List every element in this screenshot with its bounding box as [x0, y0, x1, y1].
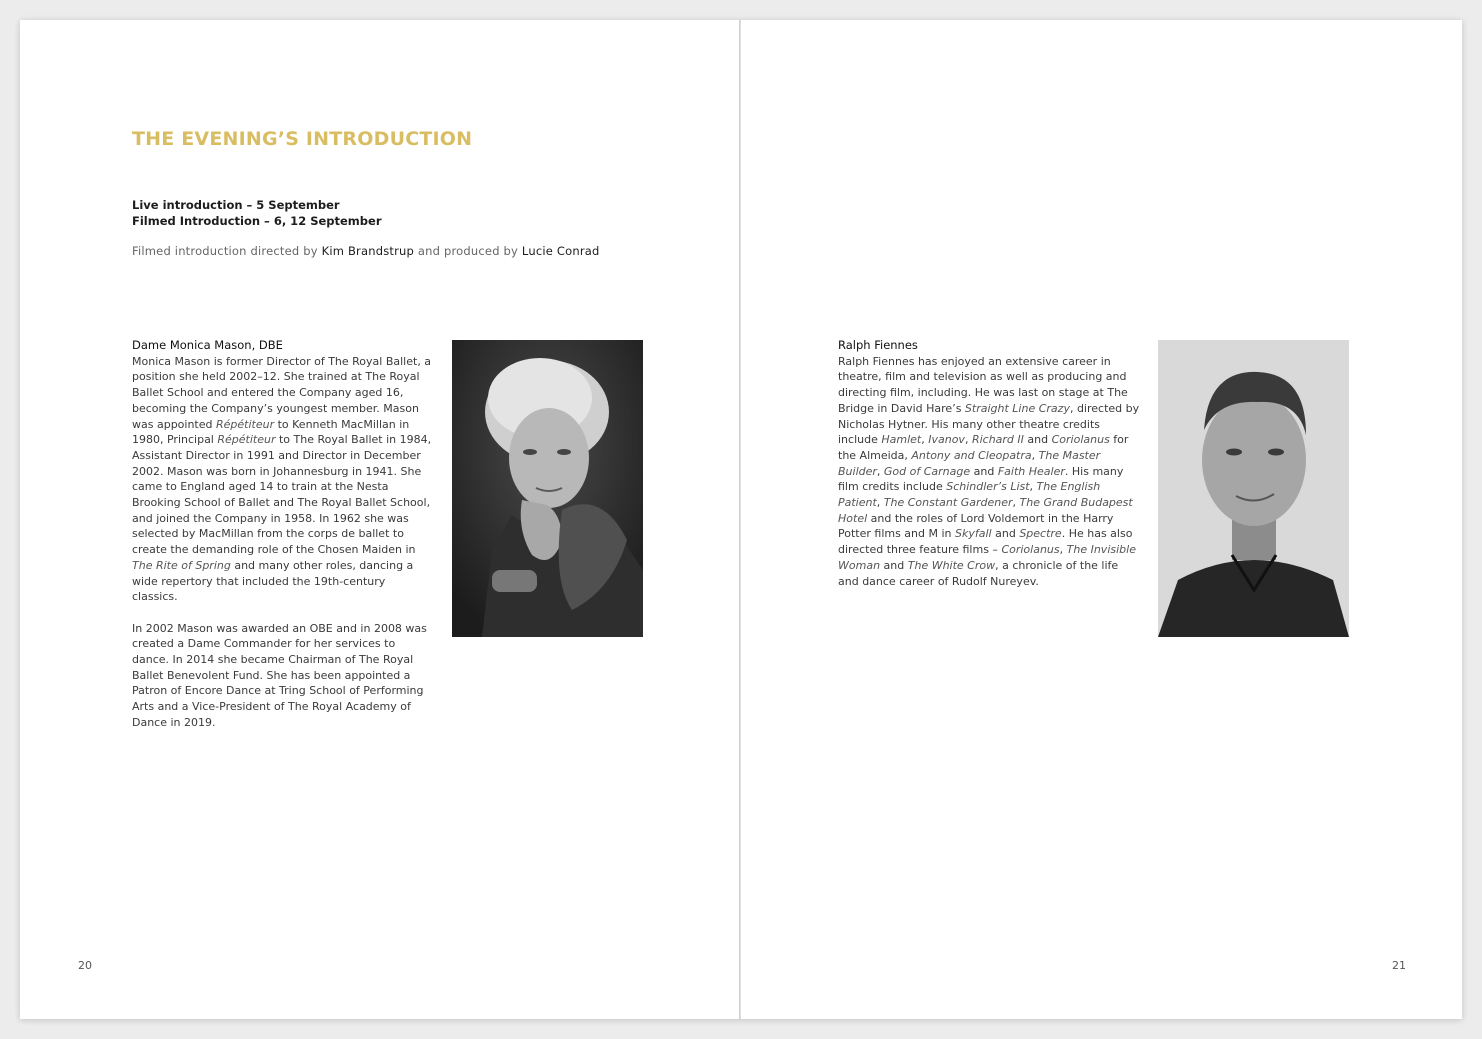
- bio-mason: [132, 338, 434, 731]
- magazine-spread: [20, 20, 1462, 1019]
- credits-text-1: Filmed introduction directed by: [132, 244, 322, 258]
- schedule-filmed: Filmed Introduction – 6, 12 September: [132, 214, 382, 228]
- schedule: [132, 197, 382, 229]
- credits-text-2: and produced by: [414, 244, 522, 258]
- director-name: Kim Brandstrup: [321, 244, 415, 258]
- page-number: 20: [78, 959, 92, 972]
- left-page: [20, 20, 740, 1019]
- portrait-photo-fiennes: [1158, 340, 1349, 637]
- section-title: THE EVENING’S INTRODUCTION: [132, 128, 473, 150]
- bio-paragraph: Monica Mason is former Director of The Royal Ballet, a position she held 2002–12. She trained at The Royal Ballet School and entered the Company aged 16, becoming the Company’s youngest member. Mason was appointed Répétiteur to Kenneth MacMillan in 1980, Principal Répétiteur to The Royal Ballet in 1984, Assistant Director in 1991 and Director in December 2002. Mason was born in Johannesburg in 1941. She came to England aged 14 to train at the Nesta Brooking School of Ballet and The Royal Ballet School, and joined the Company in 1958. In 1962 she was selected by MacMillan from the corps de ballet to create the demanding role of the Chosen Maiden in The Rite of Spring and many other roles, dancing a wide repertory that included the 19th-century classics.: [132, 354, 432, 604]
- film-credits: [132, 244, 600, 258]
- bio-fiennes: [838, 338, 1140, 589]
- portrait-photo-mason: [452, 340, 643, 637]
- schedule-live: Live introduction – 5 September: [132, 198, 340, 212]
- page-gutter: [739, 20, 741, 1019]
- bio-name: Dame Monica Mason, DBE: [132, 338, 283, 352]
- right-page: [742, 20, 1462, 1019]
- producer-name: Lucie Conrad: [521, 244, 600, 258]
- bio-paragraph: Ralph Fiennes has enjoyed an extensive career in theatre, film and television as well as producing and directing film, including. He was last on stage at The Bridge in David Hare’s Straight Line Crazy, directed by Nicholas Hytner. His many other theatre credits include Hamlet, Ivanov, Richard II and Coriolanus for the Almeida, Antony and Cleopatra, The Master Builder, God of Carnage and Faith Healer. His many film credits include Schindler’s List, The English Patient, The Constant Gardener, The Grand Budapest Hotel and the roles of Lord Voldemort in the Harry Potter films and M in Skyfall and Spectre. He has also directed three feature films – Coriolanus, The Invisible Woman and The White Crow, a chronicle of the life and dance career of Rudolf Nureyev.: [838, 354, 1140, 588]
- page-number: 21: [1392, 959, 1406, 972]
- bio-paragraph: In 2002 Mason was awarded an OBE and in 2008 was created a Dame Commander for her services to dance. In 2014 she became Chairman of The Royal Ballet Benevolent Fund. She has been appointed a Patron of Encore Dance at Tring School of Performing Arts and a Vice-President of The Royal Academy of Dance in 2019.: [132, 621, 427, 729]
- bio-name: Ralph Fiennes: [838, 338, 918, 352]
